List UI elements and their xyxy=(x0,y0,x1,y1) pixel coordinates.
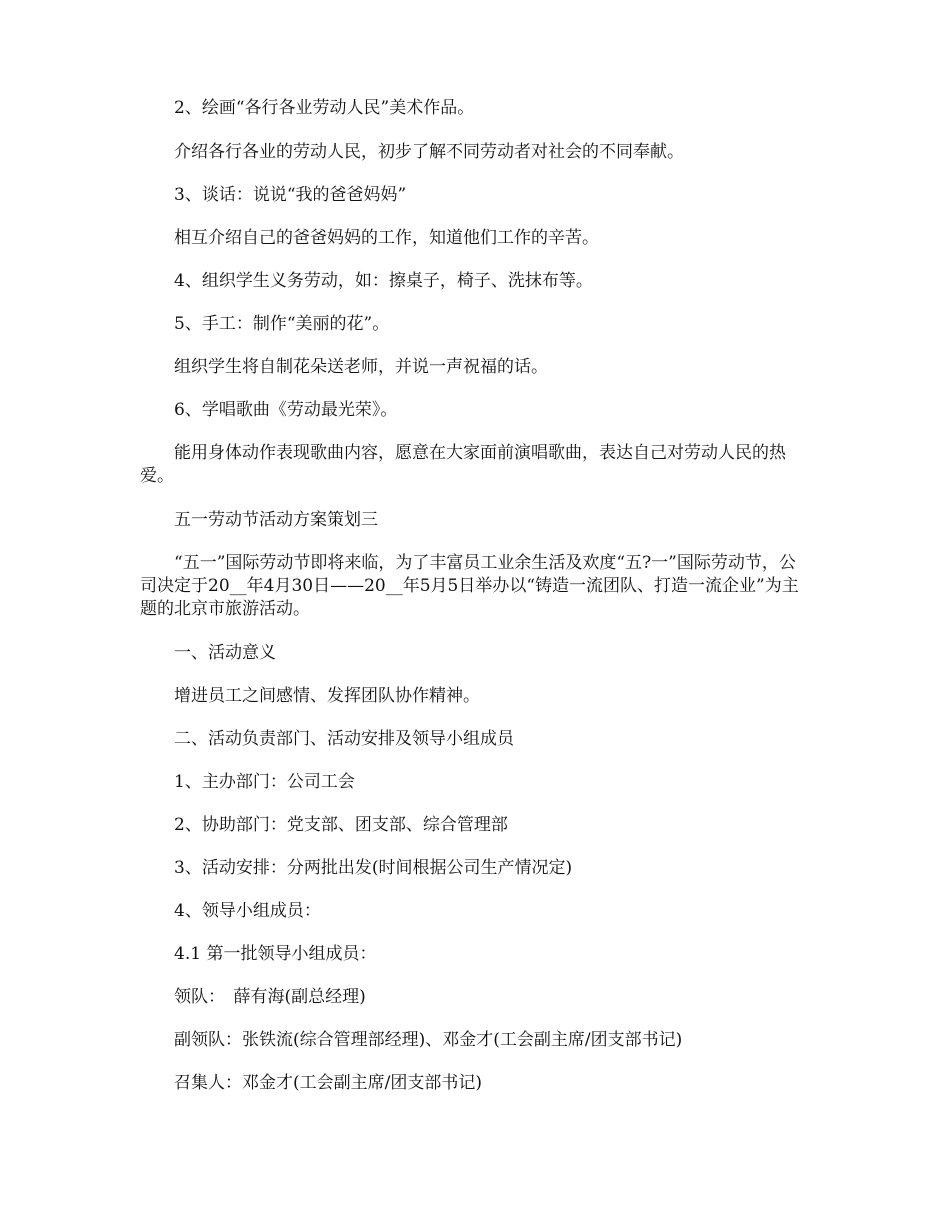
item-convener: 召集人：邓金才(工会副主席/团支部书记) xyxy=(174,1073,482,1093)
heading-departments-and-leaders: 二、活动负责部门、活动安排及领导小组成员 xyxy=(174,729,514,749)
paragraph-drawing-activity: 2、绘画“各行各业劳动人民”美术作品。 xyxy=(174,98,475,118)
paragraph-handcraft-description: 组织学生将自制花朵送老师，并说一声祝福的话。 xyxy=(174,357,548,377)
paragraph-handcraft-activity: 5、手工：制作“美丽的花”。 xyxy=(174,314,390,334)
item-leader-group: 4、领导小组成员： xyxy=(174,901,321,921)
section-title-plan-three: 五一劳动节活动方案策划三 xyxy=(174,510,378,530)
paragraph-talk-description: 相互介绍自己的爸爸妈妈的工作，知道他们工作的辛苦。 xyxy=(174,228,599,248)
paragraph-song-description: 能用身体动作表现歌曲内容，愿意在大家面前演唱歌曲，表达自己对劳动人民的热爱。 xyxy=(140,443,786,486)
item-deputy-team-leader: 副领队：张铁流(综合管理部经理)、邓金才(工会副主席/团支部书记) xyxy=(174,1030,683,1050)
paragraph-intro: “五一”国际劳动节即将来临，为了丰富员工业余生活及欢度“五?一”国际劳动节，公司决定于20__年4月30日——20__年5月5日举办以“铸造一流团队、打造一流企业”为主题的北京市旅游活动。 xyxy=(140,553,799,619)
paragraph-activity-meaning: 增进员工之间感情、发挥团队协作精神。 xyxy=(174,686,480,706)
paragraph-talk-activity: 3、谈话：说说“我的爸爸妈妈” xyxy=(174,185,407,205)
item-assist-departments: 2、协助部门：党支部、团支部、综合管理部 xyxy=(174,815,508,835)
item-host-department: 1、主办部门：公司工会 xyxy=(174,772,355,792)
item-first-batch-leaders: 4.1 第一批领导小组成员： xyxy=(174,944,377,964)
heading-activity-meaning: 一、活动意义 xyxy=(174,643,276,663)
item-team-leader: 领队： 薛有海(副总经理) xyxy=(174,987,366,1007)
paragraph-song-activity: 6、学唱歌曲《劳动最光荣》。 xyxy=(174,400,398,420)
paragraph-labor-activity: 4、组织学生义务劳动，如：擦桌子，椅子、洗抹布等。 xyxy=(174,271,593,291)
paragraph-drawing-description: 介绍各行各业的劳动人民，初步了解不同劳动者对社会的不同奉献。 xyxy=(174,142,684,162)
item-activity-arrangement: 3、活动安排：分两批出发(时间根据公司生产情况定) xyxy=(174,858,573,878)
